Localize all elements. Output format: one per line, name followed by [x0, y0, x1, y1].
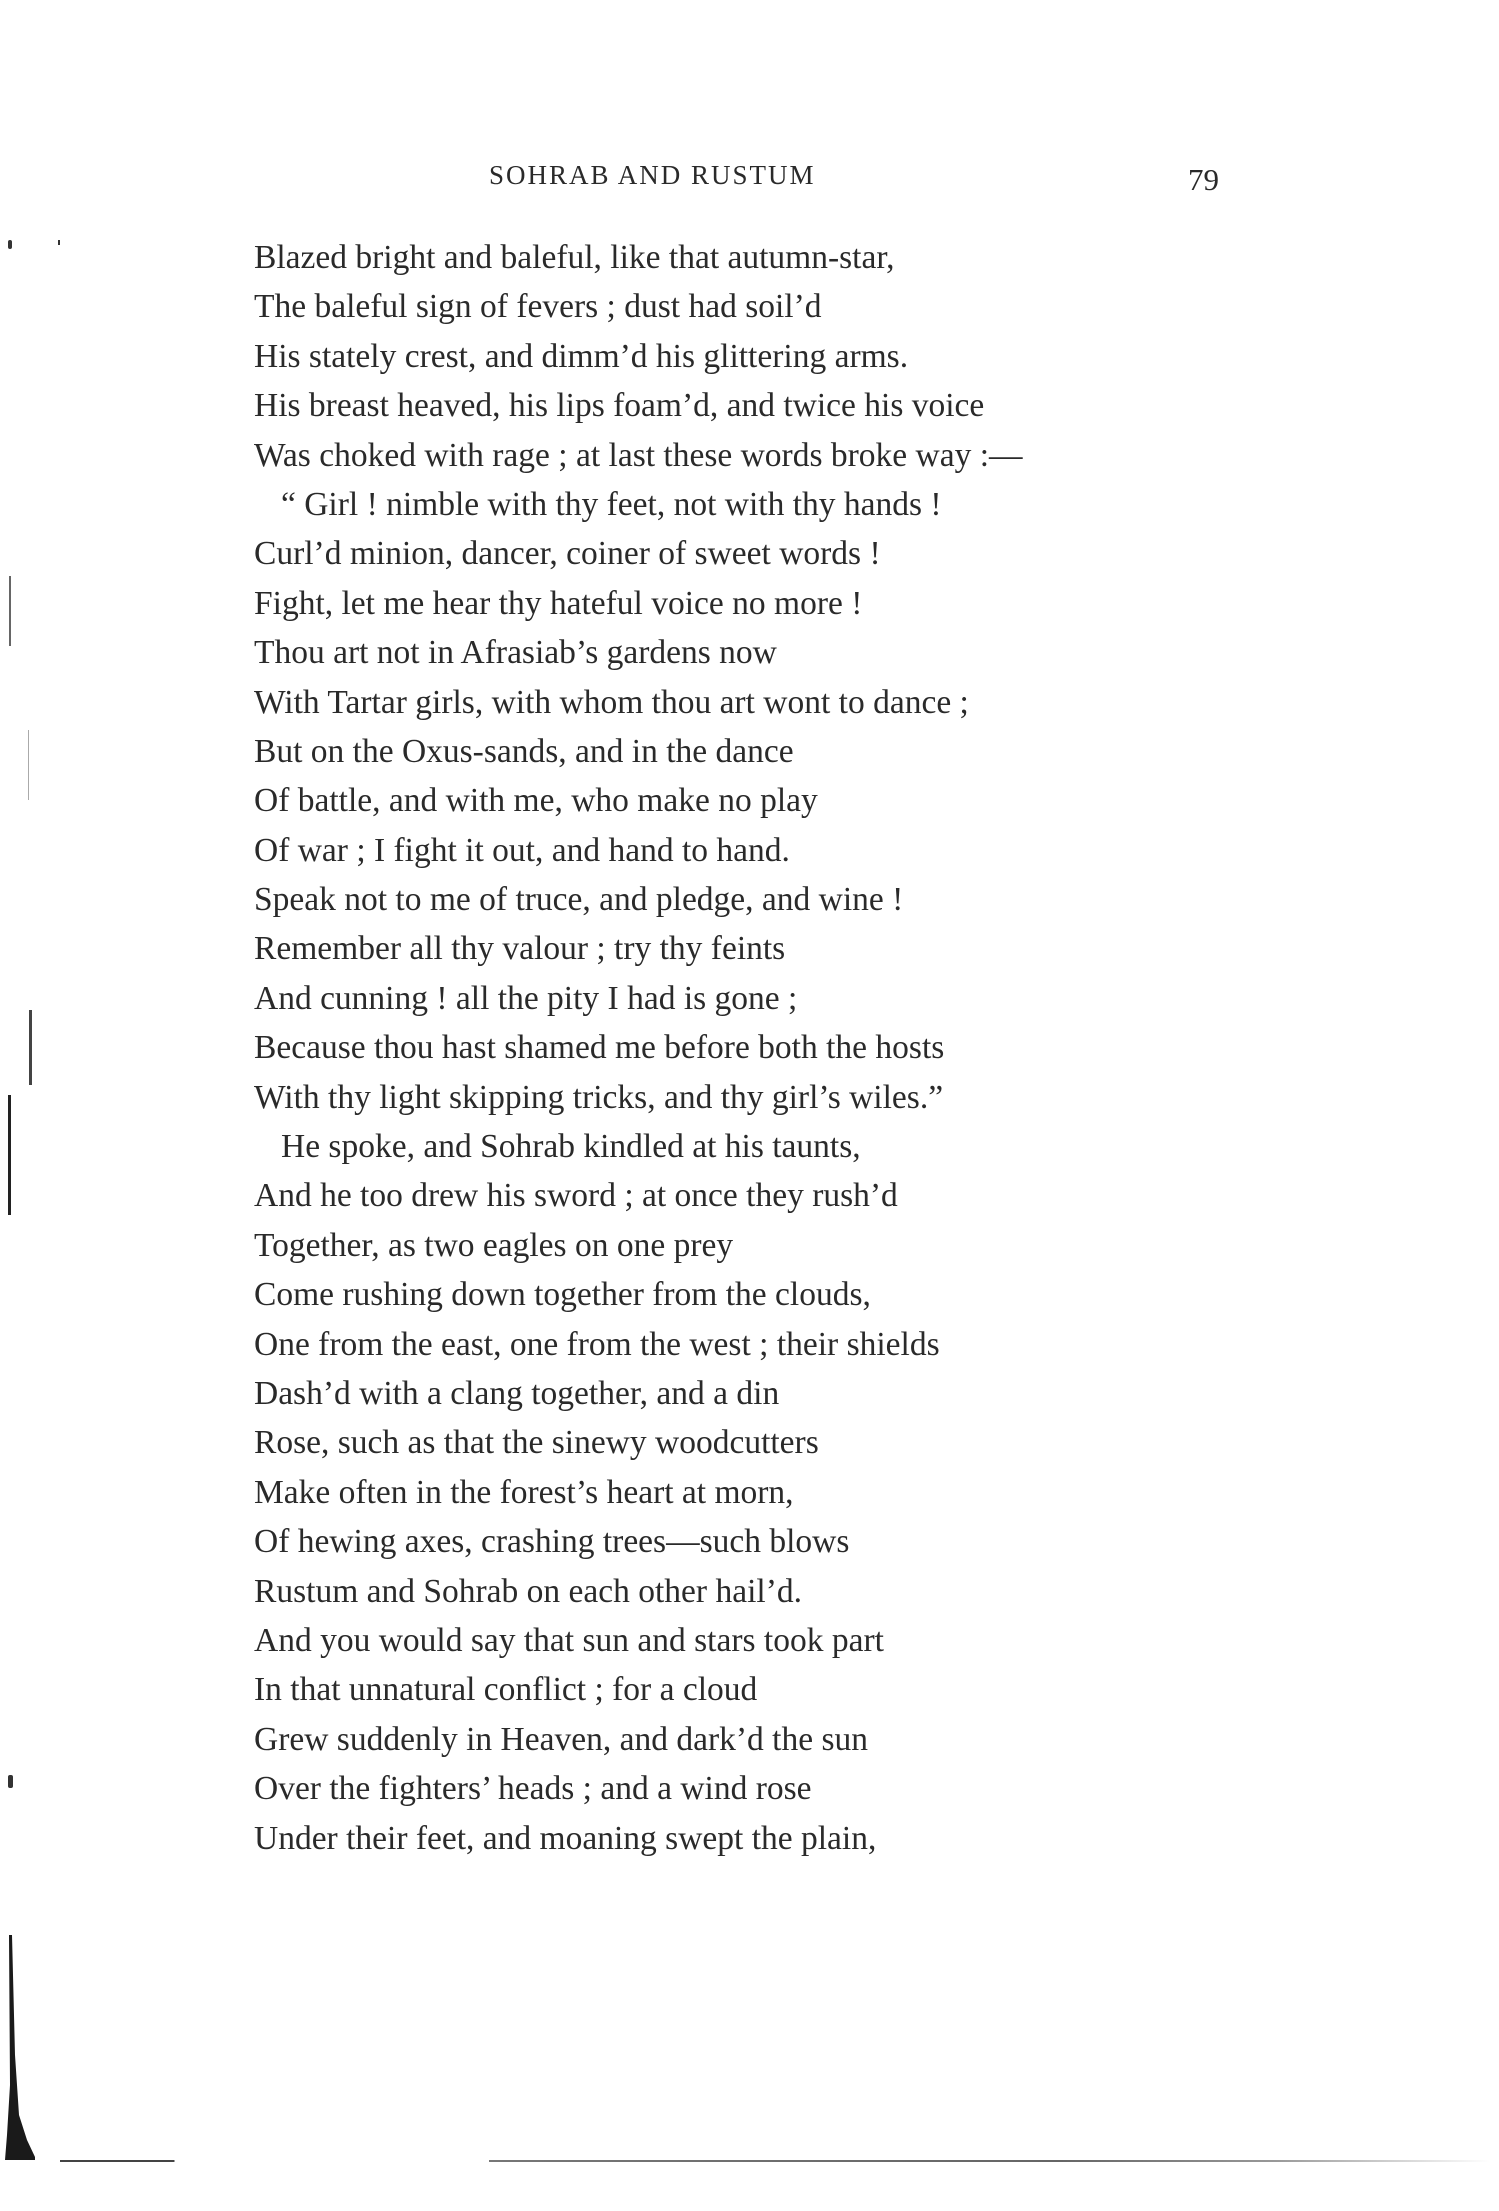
- poem-line: He spoke, and Sohrab kindled at his taunts,: [281, 1128, 861, 1166]
- poem-line: Of battle, and with me, who make no play: [254, 782, 818, 820]
- poem-line: Because thou hast shamed me before both the hosts: [254, 1029, 945, 1067]
- poem-line: Under their feet, and moaning swept the plain,: [254, 1819, 877, 1857]
- poem-line: Blazed bright and baleful, like that autumn-star,: [254, 239, 895, 276]
- poem-line: Come rushing down together from the clouds,: [254, 1276, 871, 1314]
- poem-line: In that unnatural conflict ; for a cloud: [254, 1671, 758, 1709]
- poem-line: His stately crest, and dimm’d his glittering arms.: [254, 337, 909, 375]
- poem-line: Of war ; I fight it out, and hand to hand.: [254, 831, 790, 869]
- poem-line: With thy light skipping tricks, and thy girl’s wiles.”: [254, 1078, 944, 1116]
- scan-corner-shadow: [5, 1935, 35, 2160]
- poem-line: With Tartar girls, with whom thou art wont to dance ;: [254, 683, 969, 721]
- poem-line: Rustum and Sohrab on each other hail’d.: [254, 1572, 802, 1610]
- poem-line: But on the Oxus-sands, and in the dance: [254, 732, 794, 770]
- poem-line: Rose, such as that the sinewy woodcutters: [254, 1424, 819, 1462]
- poem-line: And he too drew his sword ; at once they rush’d: [254, 1177, 898, 1215]
- poem-line: Over the fighters’ heads ; and a wind rose: [254, 1770, 812, 1808]
- poem-line: Make often in the forest’s heart at morn,: [254, 1473, 794, 1511]
- scan-speck: [8, 240, 12, 249]
- poem-line: Remember all thy valour ; try thy feints: [254, 930, 786, 968]
- poem-line: Curl’d minion, dancer, coiner of sweet words !: [254, 535, 881, 573]
- scan-edge-mark: [28, 730, 29, 800]
- poem-line: Thou art not in Afrasiab’s gardens now: [254, 634, 777, 672]
- scan-speck: [8, 1775, 13, 1788]
- poem-line: And you would say that sun and stars took part: [254, 1621, 884, 1659]
- page-number: 79: [1188, 162, 1219, 197]
- poem-line: Speak not to me of truce, and pledge, and wine !: [254, 881, 904, 919]
- poem-line: “ Girl ! nimble with thy feet, not with thy hands !: [281, 485, 942, 523]
- poem-line: Grew suddenly in Heaven, and dark’d the sun: [254, 1720, 868, 1758]
- poem-line: Was choked with rage ; at last these words broke way :—: [254, 436, 1023, 474]
- poem-line: Dash’d with a clang together, and a din: [254, 1374, 780, 1412]
- poem-text: [254, 233, 1264, 1863]
- scan-edge-mark: [29, 1010, 32, 1085]
- poem-line: And cunning ! all the pity I had is gone ;: [254, 979, 798, 1017]
- poem-line: One from the east, one from the west ; their shields: [254, 1325, 940, 1363]
- poem-line: Of hewing axes, crashing trees—such blows: [254, 1523, 850, 1561]
- scan-bottom-edge: [60, 2160, 1490, 2162]
- running-title: SOHRAB AND RUSTUM: [489, 160, 816, 190]
- scan-edge-mark: [9, 576, 11, 646]
- scan-edge-mark: [8, 1095, 11, 1215]
- poem-line: His breast heaved, his lips foam’d, and twice his voice: [254, 387, 985, 425]
- running-head: [0, 160, 1499, 200]
- scan-speck: [58, 240, 60, 245]
- poem-line: Fight, let me hear thy hateful voice no more !: [254, 584, 863, 622]
- poem-line: The baleful sign of fevers ; dust had soil’d: [254, 288, 822, 326]
- poem-line: Together, as two eagles on one prey: [254, 1226, 734, 1264]
